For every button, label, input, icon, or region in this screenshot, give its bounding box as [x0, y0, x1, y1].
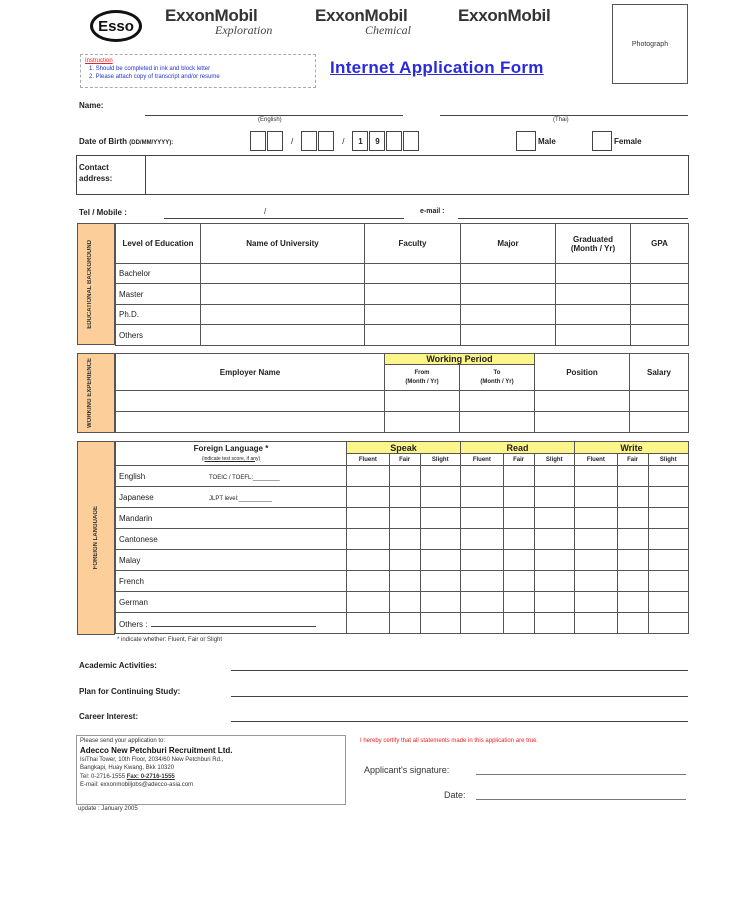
- rating-cell[interactable]: [460, 592, 503, 613]
- to-cell[interactable]: [460, 412, 535, 433]
- table-row: [116, 325, 689, 346]
- name-label: Name:: [79, 101, 104, 110]
- logo-sub-text: Exploration: [215, 23, 273, 37]
- from-cell[interactable]: [385, 391, 460, 412]
- education-side-text: EDUCATIONAL BACKGROUND: [87, 239, 93, 329]
- send-to-text: Please send your application to:: [80, 738, 166, 744]
- rating-cell[interactable]: [347, 466, 390, 487]
- salary-cell[interactable]: [630, 412, 689, 433]
- major-cell[interactable]: [461, 264, 556, 284]
- graduated-cell[interactable]: [556, 305, 631, 325]
- rating-cell[interactable]: [503, 487, 534, 508]
- dob-day-1[interactable]: [250, 131, 266, 151]
- dob-year-2[interactable]: 9: [369, 131, 385, 151]
- dob-separator: /: [291, 136, 294, 146]
- male-checkbox[interactable]: [516, 131, 536, 151]
- employer-cell[interactable]: [116, 412, 385, 433]
- from-sub: (Month / Yr): [405, 378, 439, 385]
- education-table: [115, 223, 689, 346]
- faculty-cell[interactable]: [365, 325, 461, 346]
- rating-cell[interactable]: [503, 529, 534, 550]
- col-employer: Employer Name: [116, 354, 385, 391]
- exxonmobil-logo: [458, 6, 550, 26]
- speak-fair: Fair: [389, 454, 420, 466]
- exxonmobil-chemical-logo: [315, 6, 411, 38]
- contact-address-label: Contact address:: [79, 163, 113, 183]
- certify-text: I hereby certify that all statements made in this application are true.: [360, 738, 539, 744]
- language-cell: [116, 613, 347, 634]
- rating-cell[interactable]: [617, 550, 648, 571]
- language-name: English: [119, 471, 146, 481]
- rating-cell[interactable]: [347, 550, 390, 571]
- rating-cell[interactable]: [420, 571, 460, 592]
- signature-field[interactable]: [476, 774, 686, 775]
- rating-cell[interactable]: [617, 466, 648, 487]
- rating-cell[interactable]: [347, 487, 390, 508]
- work-side-label: [77, 353, 115, 433]
- table-row: [116, 412, 689, 433]
- date-label: Date:: [444, 790, 466, 800]
- photograph-label: Photograph: [631, 40, 669, 48]
- rating-cell[interactable]: [648, 613, 689, 634]
- rating-cell[interactable]: [389, 592, 420, 613]
- rating-cell[interactable]: [347, 571, 390, 592]
- table-row: [116, 487, 689, 508]
- tel-text: Tel: 0-2716-1555: [80, 773, 126, 780]
- rating-cell[interactable]: [574, 508, 617, 529]
- academic-field[interactable]: [231, 670, 688, 671]
- rating-cell[interactable]: [420, 550, 460, 571]
- dob-year-4[interactable]: [403, 131, 419, 151]
- dob-day-2[interactable]: [267, 131, 283, 151]
- dob-field[interactable]: [250, 131, 419, 151]
- gpa-cell[interactable]: [631, 284, 689, 305]
- rating-cell[interactable]: [389, 529, 420, 550]
- instruction-title: Instruction: [85, 58, 113, 64]
- rating-cell[interactable]: [503, 466, 534, 487]
- position-cell[interactable]: [535, 412, 630, 433]
- write-fair: Fair: [617, 454, 648, 466]
- to-label: To: [493, 369, 501, 376]
- graduated-cell[interactable]: [556, 325, 631, 346]
- others-language-field[interactable]: [151, 618, 316, 627]
- rating-cell[interactable]: [534, 508, 574, 529]
- major-cell[interactable]: [461, 284, 556, 305]
- position-cell[interactable]: [535, 391, 630, 412]
- name-thai-field[interactable]: [440, 115, 688, 116]
- speak-fluent: Fluent: [347, 454, 390, 466]
- rating-cell[interactable]: [534, 571, 574, 592]
- speak-slight: Slight: [420, 454, 460, 466]
- rating-cell[interactable]: [648, 529, 689, 550]
- company-name: Adecco New Petchburi Recruitment Ltd.: [80, 745, 233, 755]
- english-caption: (English): [258, 117, 282, 123]
- language-cell: Cantonese: [116, 529, 347, 550]
- table-row: [116, 305, 689, 325]
- dob-year-3[interactable]: [386, 131, 402, 151]
- col-salary: Salary: [630, 354, 689, 391]
- rating-cell[interactable]: [460, 529, 503, 550]
- dob-format: (DD/MM/YYYY):: [129, 140, 174, 146]
- rating-cell[interactable]: [617, 529, 648, 550]
- university-cell[interactable]: [201, 284, 365, 305]
- table-row: [116, 391, 689, 412]
- rating-cell[interactable]: [389, 613, 420, 634]
- col-read: Read: [460, 442, 574, 454]
- table-row: [116, 529, 689, 550]
- col-foreign-language: [116, 442, 347, 466]
- female-label: Female: [614, 137, 642, 146]
- rating-cell[interactable]: [648, 466, 689, 487]
- esso-logo-text: Esso: [98, 17, 134, 35]
- language-name: Others :: [119, 619, 148, 629]
- plan-field[interactable]: [231, 696, 688, 697]
- rating-cell[interactable]: [460, 550, 503, 571]
- major-cell[interactable]: [461, 305, 556, 325]
- education-side-label: [77, 223, 115, 345]
- rating-cell[interactable]: [389, 487, 420, 508]
- thai-caption: (Thai): [553, 117, 569, 123]
- rating-cell[interactable]: [389, 508, 420, 529]
- rating-cell[interactable]: [574, 550, 617, 571]
- write-slight: Slight: [648, 454, 689, 466]
- col-major: Major: [461, 224, 556, 264]
- rating-cell[interactable]: [347, 613, 390, 634]
- to-sub: (Month / Yr): [480, 378, 514, 385]
- language-cell: [116, 487, 347, 508]
- rating-cell[interactable]: [534, 592, 574, 613]
- language-cell: Mandarin: [116, 508, 347, 529]
- gpa-cell[interactable]: [631, 305, 689, 325]
- col-university: Name of University: [201, 224, 365, 264]
- rating-cell[interactable]: [503, 571, 534, 592]
- dob-label: [79, 137, 173, 146]
- female-checkbox[interactable]: [592, 131, 612, 151]
- major-cell[interactable]: [461, 325, 556, 346]
- send-to-box: [76, 735, 346, 805]
- dob-label-text: Date of Birth: [79, 137, 127, 146]
- rating-cell[interactable]: [389, 550, 420, 571]
- read-fair: Fair: [503, 454, 534, 466]
- col-level: Level of Education: [116, 224, 201, 264]
- language-cell: French: [116, 571, 347, 592]
- table-row: [116, 264, 689, 284]
- table-row: [116, 508, 689, 529]
- rating-cell[interactable]: [389, 571, 420, 592]
- address-line: IsiThai Tower, 10th Floor, 2034/60 New Petchburi Rd.,: [80, 756, 224, 763]
- rating-cell[interactable]: [574, 571, 617, 592]
- page-title: Internet Application Form: [330, 58, 544, 77]
- university-cell[interactable]: [201, 264, 365, 284]
- language-table: [115, 441, 689, 634]
- col-working-period: Working Period: [385, 354, 535, 365]
- university-cell[interactable]: [201, 305, 365, 325]
- photograph-box[interactable]: [612, 4, 688, 84]
- logo-main-text: ExxonMobil: [165, 6, 258, 25]
- table-row: [116, 592, 689, 613]
- email-label: e-mail :: [420, 208, 445, 215]
- rating-cell[interactable]: [503, 592, 534, 613]
- table-row: [116, 571, 689, 592]
- esso-logo: [90, 10, 142, 42]
- write-fluent: Fluent: [574, 454, 617, 466]
- tel-separator: /: [264, 207, 267, 216]
- date-field[interactable]: [476, 799, 686, 800]
- university-cell[interactable]: [201, 325, 365, 346]
- rating-cell[interactable]: [648, 487, 689, 508]
- rating-cell[interactable]: [420, 508, 460, 529]
- dob-month-1[interactable]: [301, 131, 317, 151]
- rating-cell[interactable]: [347, 592, 390, 613]
- tel-mobile-field[interactable]: [164, 218, 404, 219]
- from-cell[interactable]: [385, 412, 460, 433]
- exxonmobil-exploration-logo: [165, 6, 272, 38]
- rating-cell[interactable]: [617, 571, 648, 592]
- col-position: Position: [535, 354, 630, 391]
- rating-cell[interactable]: [574, 592, 617, 613]
- instruction-box: [80, 54, 316, 88]
- table-row: [116, 613, 689, 634]
- rating-cell[interactable]: [503, 613, 534, 634]
- work-side-text: WORKING EXPERIENCE: [87, 357, 93, 428]
- rating-cell[interactable]: [460, 487, 503, 508]
- language-side-text: FOREIGN LANGUAGE: [93, 506, 99, 570]
- rating-cell[interactable]: [420, 592, 460, 613]
- table-row: [116, 284, 689, 305]
- rating-cell[interactable]: [534, 550, 574, 571]
- email-text[interactable]: E-mail: exxonmobiljobs@adecco-asia.com: [80, 782, 194, 788]
- col-faculty: Faculty: [365, 224, 461, 264]
- rating-cell[interactable]: [420, 529, 460, 550]
- rating-cell[interactable]: [617, 613, 648, 634]
- level-cell: Others: [116, 325, 201, 346]
- rating-cell[interactable]: [617, 508, 648, 529]
- language-name: Japanese: [119, 492, 154, 502]
- col-write: Write: [574, 442, 688, 454]
- from-label: From: [414, 369, 430, 376]
- col-from: [385, 365, 460, 391]
- logo-sub-text: Chemical: [365, 23, 411, 37]
- male-label: Male: [538, 137, 556, 146]
- rating-cell[interactable]: [503, 508, 534, 529]
- dob-separator: /: [342, 136, 345, 146]
- language-cell: [116, 466, 347, 487]
- gpa-cell[interactable]: [631, 264, 689, 284]
- rating-cell[interactable]: [389, 466, 420, 487]
- rating-cell[interactable]: [574, 487, 617, 508]
- rating-cell[interactable]: [460, 571, 503, 592]
- contact-address-field[interactable]: [145, 156, 688, 194]
- language-note[interactable]: TOEIC / TOEFL:________: [209, 474, 280, 481]
- logo-main-text: ExxonMobil: [315, 6, 408, 25]
- rating-cell[interactable]: [534, 529, 574, 550]
- language-cell: German: [116, 592, 347, 613]
- level-cell: Master: [116, 284, 201, 305]
- level-cell: Bachelor: [116, 264, 201, 284]
- table-row: [116, 550, 689, 571]
- work-table: [115, 353, 689, 433]
- salary-cell[interactable]: [630, 391, 689, 412]
- faculty-cell[interactable]: [365, 264, 461, 284]
- rating-cell[interactable]: [648, 550, 689, 571]
- rating-cell[interactable]: [420, 487, 460, 508]
- email-field[interactable]: [458, 218, 688, 219]
- instruction-item: 1. Should be completed in ink and block letter: [89, 66, 211, 72]
- rating-cell[interactable]: [648, 571, 689, 592]
- language-header: Foreign Language *: [193, 443, 269, 453]
- read-slight: Slight: [534, 454, 574, 466]
- address-line: Bangkapi, Huay Kwang, Bkk 10320: [80, 765, 175, 771]
- rating-cell[interactable]: [347, 529, 390, 550]
- graduated-cell[interactable]: [556, 284, 631, 305]
- name-english-field[interactable]: [145, 115, 403, 116]
- rating-cell[interactable]: [648, 508, 689, 529]
- rating-cell[interactable]: [534, 613, 574, 634]
- plan-label: Plan for Continuing Study:: [79, 687, 181, 696]
- instruction-item: 2. Please attach copy of transcript and/or resume: [89, 74, 220, 80]
- gpa-cell[interactable]: [631, 325, 689, 346]
- to-cell[interactable]: [460, 391, 535, 412]
- faculty-cell[interactable]: [365, 284, 461, 305]
- career-label: Career Interest:: [79, 712, 139, 721]
- rating-cell[interactable]: [574, 613, 617, 634]
- rating-cell[interactable]: [503, 550, 534, 571]
- update-text: update : January 2005: [78, 806, 138, 812]
- rating-cell[interactable]: [420, 466, 460, 487]
- faculty-cell[interactable]: [365, 305, 461, 325]
- rating-cell[interactable]: [617, 592, 648, 613]
- rating-cell[interactable]: [347, 508, 390, 529]
- employer-cell[interactable]: [116, 391, 385, 412]
- dob-year-1[interactable]: 1: [352, 131, 368, 151]
- read-fluent: Fluent: [460, 454, 503, 466]
- fax-text: Fax: 0-2716-1555: [126, 773, 175, 780]
- language-cell: Malay: [116, 550, 347, 571]
- career-field[interactable]: [231, 721, 688, 722]
- rating-cell[interactable]: [534, 487, 574, 508]
- rating-cell[interactable]: [420, 613, 460, 634]
- table-row: [116, 466, 689, 487]
- logo-main-text: ExxonMobil: [458, 6, 551, 25]
- contact-address-box: [76, 155, 689, 195]
- rating-cell[interactable]: [460, 613, 503, 634]
- signature-label: Applicant's signature:: [364, 765, 450, 775]
- rating-cell[interactable]: [617, 487, 648, 508]
- academic-label: Academic Activities:: [79, 661, 157, 670]
- tel-label: Tel / Mobile :: [79, 208, 127, 217]
- col-gpa: GPA: [631, 224, 689, 264]
- col-speak: Speak: [347, 442, 461, 454]
- language-header-sub: (indicate test score, if any): [201, 455, 261, 462]
- language-side-label: [77, 441, 115, 635]
- rating-cell[interactable]: [460, 466, 503, 487]
- rating-cell[interactable]: [534, 466, 574, 487]
- language-note[interactable]: JLPT level:__________: [209, 495, 272, 502]
- rating-cell[interactable]: [648, 592, 689, 613]
- col-graduated: Graduated (Month / Yr): [556, 224, 631, 264]
- rating-cell[interactable]: [574, 529, 617, 550]
- level-cell: Ph.D.: [116, 305, 201, 325]
- rating-cell[interactable]: [574, 466, 617, 487]
- rating-cell[interactable]: [460, 508, 503, 529]
- col-to: [460, 365, 535, 391]
- dob-month-2[interactable]: [318, 131, 334, 151]
- graduated-cell[interactable]: [556, 264, 631, 284]
- language-footnote: * indicate whether: Fluent, Fair or Slight: [117, 637, 223, 643]
